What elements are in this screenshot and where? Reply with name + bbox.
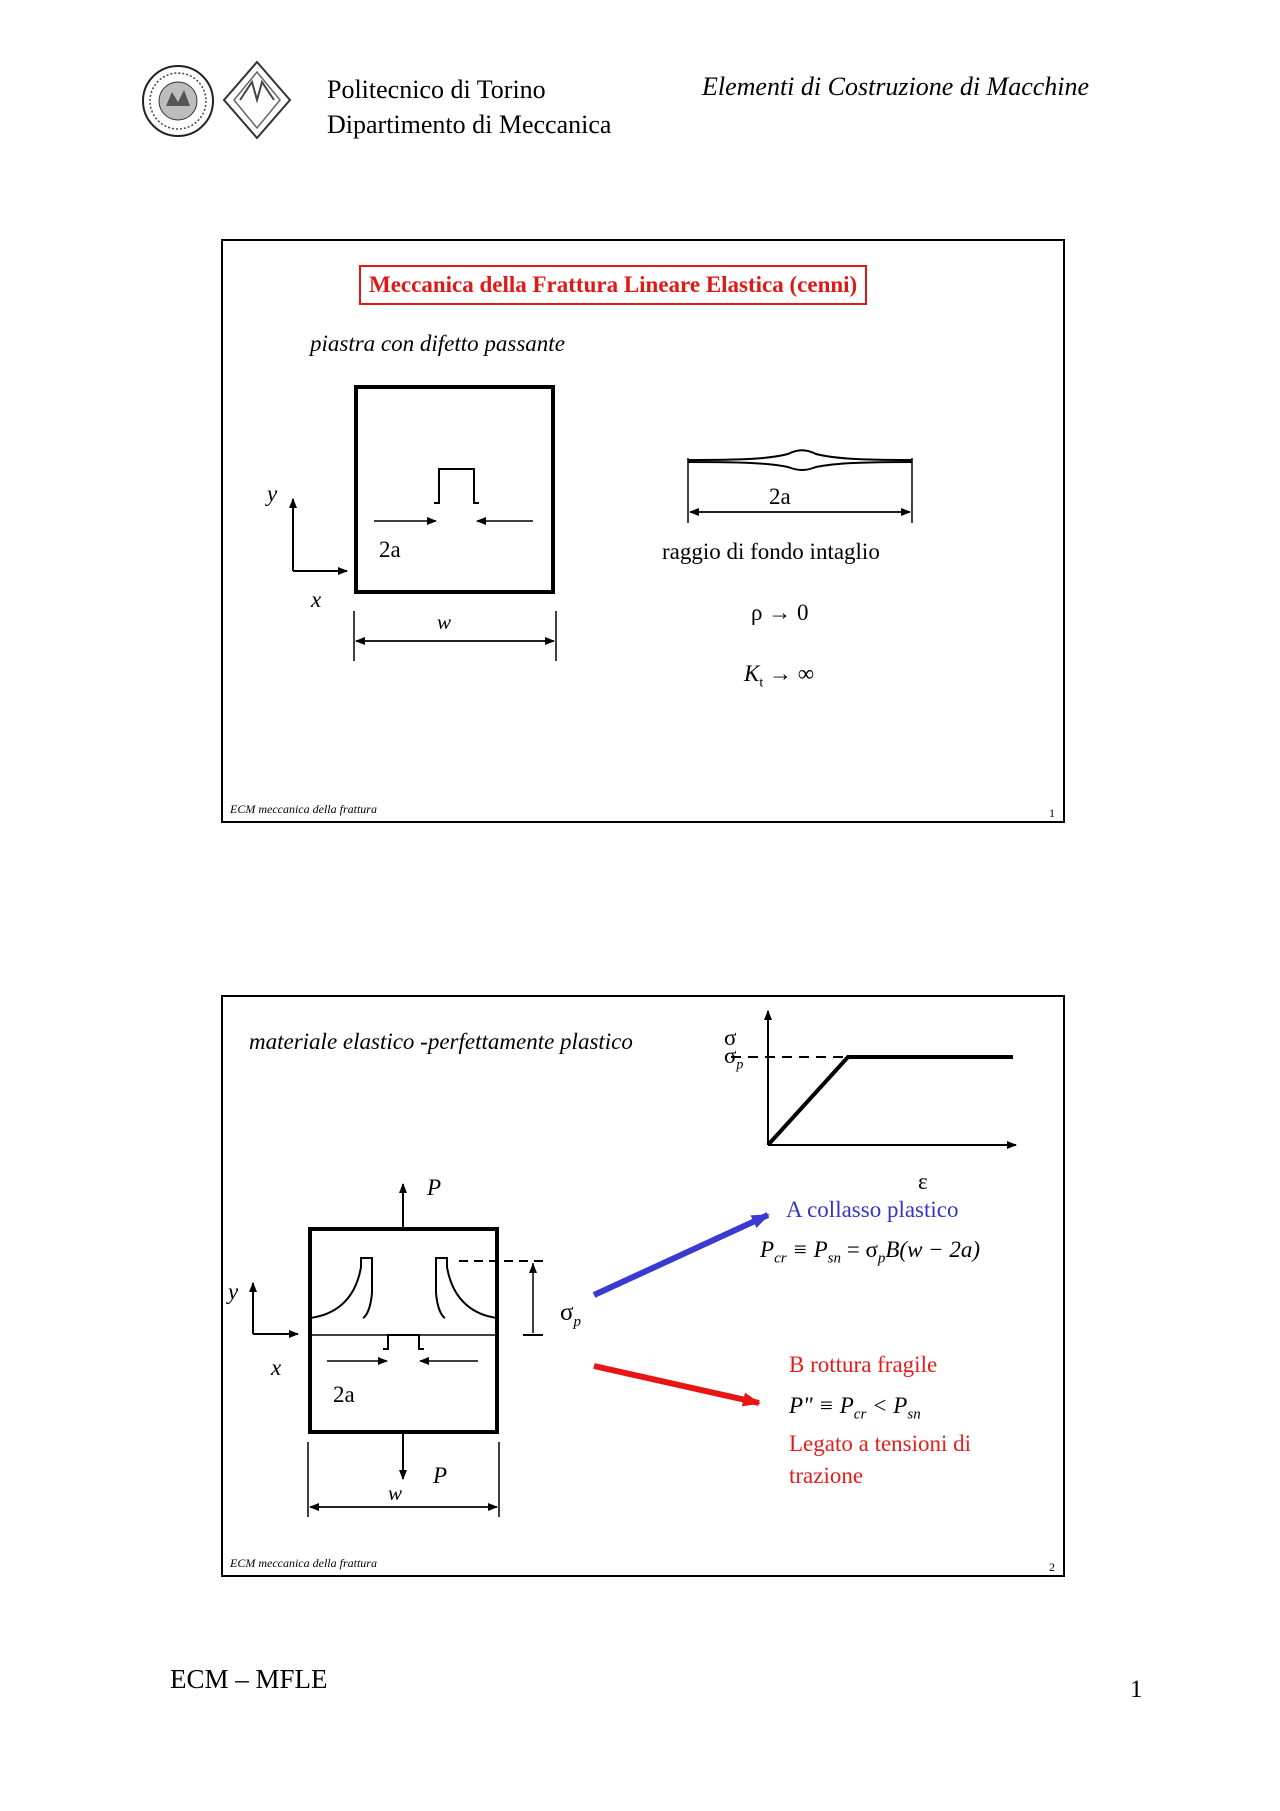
plate-width-label: w xyxy=(437,610,452,634)
arrow-to-case-b xyxy=(594,1366,759,1403)
kt-limit: $K_t$ → ∞ xyxy=(744,661,815,691)
sigma-p-label: $\sigma_p$ xyxy=(560,1299,581,1330)
slide-2-subtitle: materiale elastico -perfettamente plastico xyxy=(249,1029,633,1054)
slide-2-number: 2 xyxy=(1049,1560,1055,1574)
slide-1 xyxy=(221,239,1065,823)
notch-radius-text: raggio di fondo intaglio xyxy=(662,539,880,564)
header-institution: Politecnico di Torino xyxy=(327,75,546,104)
arrow-to-case-a xyxy=(594,1215,768,1295)
axis-label-y: y xyxy=(267,481,278,506)
slide-1-number: 1 xyxy=(1049,806,1055,820)
plate-crack xyxy=(434,469,479,503)
rho-limit: ρ → 0 xyxy=(751,600,809,625)
slide-1-diagram xyxy=(223,241,1067,825)
plate-2-axis-x: x xyxy=(271,1355,282,1380)
header-course-title: Elementi di Costruzione di Macchine xyxy=(702,72,1090,101)
slide-1-footer: ECM meccanica della frattura xyxy=(230,802,377,816)
load-top-label: P xyxy=(427,1175,442,1200)
crack-length-label: 2a xyxy=(769,484,791,509)
header-department: Dipartimento di Meccanica xyxy=(327,110,612,139)
graph-curve xyxy=(768,1057,1013,1145)
axis-label-x: x xyxy=(311,587,322,612)
plate-2-crack-label: 2a xyxy=(333,1382,355,1407)
plate-crack-length-label: 2a xyxy=(379,537,401,562)
load-bottom-label: P xyxy=(433,1463,448,1488)
header-institution-block xyxy=(327,72,611,142)
plate-2-width-label: w xyxy=(388,1481,403,1505)
case-b-note-line-2: trazione xyxy=(789,1463,864,1488)
graph-sigma-p-label: $\sigma_p$ xyxy=(724,1043,744,1073)
crack-profile xyxy=(688,450,912,460)
case-b-note-line-1: Legato a tensioni di xyxy=(789,1431,972,1456)
page-footer-label: ECM – MFLE xyxy=(170,1664,328,1694)
slide-1-subtitle: piastra con difetto passante xyxy=(310,331,565,356)
graph-epsilon-label: ε xyxy=(918,1169,928,1194)
slide-2 xyxy=(221,995,1065,1577)
plate-2-crack xyxy=(383,1335,424,1349)
politecnico-seal-logo xyxy=(140,62,216,140)
stress-curve-right xyxy=(436,1258,497,1318)
page-number: 1 xyxy=(1130,1676,1143,1703)
department-diamond-logo xyxy=(222,60,292,140)
case-a-formula: $P_{cr} \equiv P_{sn} = \sigma_pB(w - 2a)$ xyxy=(760,1237,981,1267)
slide-2-diagram xyxy=(223,997,1067,1579)
case-b-title: B rottura fragile xyxy=(789,1352,938,1377)
plate-2-axis-y: y xyxy=(228,1279,239,1304)
graph-sigma-label: σ xyxy=(724,1025,737,1050)
case-b-formula: P" ≡ $P_{cr} < P_{sn}$ xyxy=(789,1393,921,1423)
case-a-title: A collasso plastico xyxy=(786,1197,959,1222)
stress-curve-left xyxy=(310,1258,372,1318)
slide-1-title: Meccanica della Frattura Lineare Elastica (cenni) xyxy=(359,265,867,305)
slide-2-footer: ECM meccanica della frattura xyxy=(230,1556,377,1570)
